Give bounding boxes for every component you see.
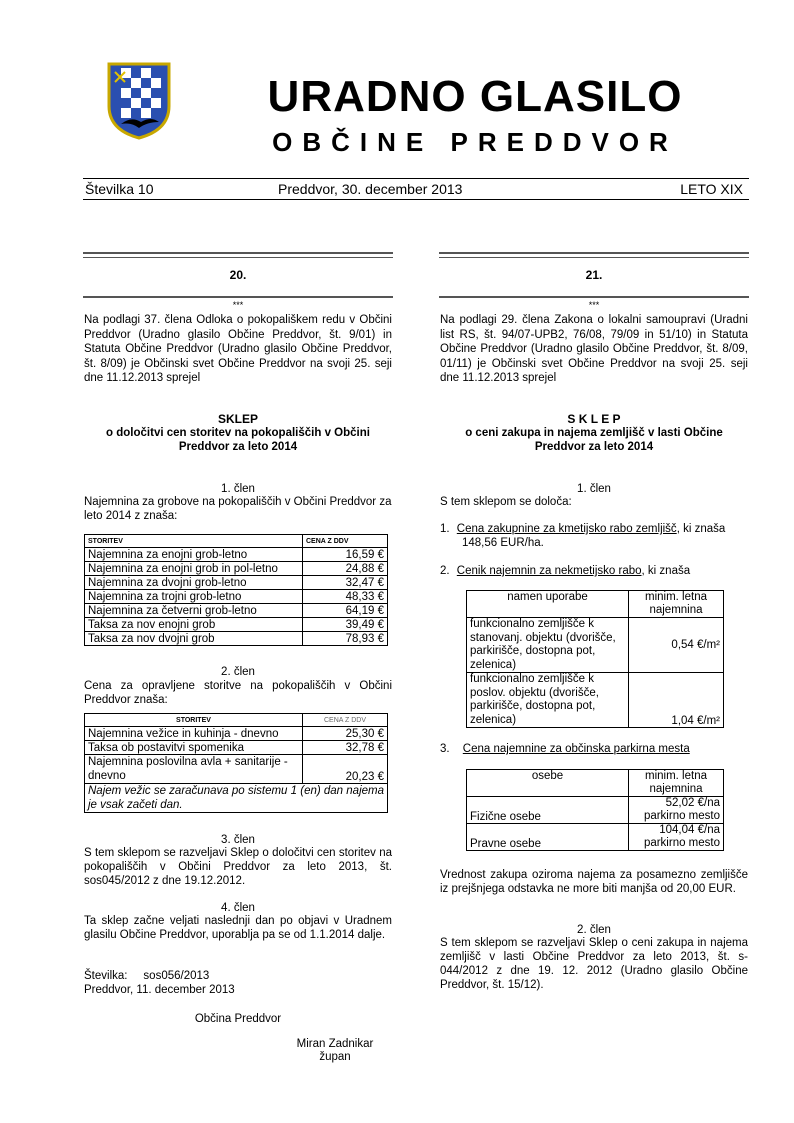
right-article-2: 2. člen — [577, 924, 611, 936]
issue-number: Številka 10 — [85, 181, 154, 197]
publication-subtitle: OBČINE PREDDVOR — [272, 127, 678, 157]
right-top-rule — [439, 252, 749, 258]
left-article-1: 1. člen — [221, 483, 255, 495]
table-row: funkcionalno zemljišče k poslov. objektu (dvorišče, parkirišče, dostopna pot, zelenica) 1,04 €/m² — [467, 673, 724, 728]
left-top-rule — [83, 252, 393, 258]
left-article-3: 3. člen — [221, 834, 255, 846]
non-agricultural-rental-table — [466, 590, 724, 728]
list-item-1-value: 148,56 EUR/ha. — [462, 537, 544, 549]
left-stars: *** — [232, 300, 244, 310]
list-item-2: 2. Cenik najemnin za nekmetijsko rabo, ki znaša — [440, 565, 691, 577]
right-heading: S K L E P — [567, 412, 621, 426]
left-preamble: Na podlagi 37. člena Odloka o pokopališkem redu v Občini Preddvor (Uradno glasilo Občine Preddvor, št. 9/01) in Statuta Občine Preddvor (Uradno glasilo Občine Preddvor, št. 8/09) je Občinski svet Občine Preddvor na svoji 25. seji dne 11.12.2013 sprejel — [84, 314, 392, 384]
left-article-1-text: Najemnina za grobove na pokopališčih v Občini Preddvor za leto 2014 z znaša: — [84, 496, 392, 522]
parking-rental-table — [466, 769, 724, 851]
table-header-row — [467, 770, 724, 797]
left-article-2: 2. člen — [221, 666, 255, 678]
issue-info-bar — [83, 181, 749, 199]
right-section-rule — [439, 296, 749, 298]
header-bottom-rule — [83, 199, 749, 200]
left-section-rule — [83, 296, 393, 298]
table-row: Pravne osebe 104,04 €/na parkirno mesto — [467, 824, 724, 851]
left-heading-subtitle: o določitvi cen storitev na pokopališčih v Občini Preddvor za leto 2014 — [106, 427, 370, 453]
table-note-row: Najem vežic se zaračunava po sistemu 1 (en) dan najema je vsak začeti dan. — [85, 784, 388, 813]
right-doc-number: 21. — [585, 268, 603, 282]
right-heading-subtitle: o ceni zakupa in najema zemljišč v lasti Občine Preddvor za leto 2014 — [465, 427, 723, 453]
signer-name: Miran Zadnikar — [296, 1038, 374, 1050]
left-heading: SKLEP — [217, 412, 258, 426]
funeral-services-table — [84, 713, 388, 813]
issue-date: Preddvor, 30. december 2013 — [278, 181, 463, 197]
right-preamble: Na podlagi 29. člena Zakona o lokalni samoupravi (Uradni list RS, št. 94/07-UPB2, 76/08, 79/09 in 51/10) in Statuta Občine Preddvor (Uradno glasilo Občine Preddvor, št. 8/09, 01/11) je Občinski svet Občine Preddvor na svoji 25. seji dne 11.12.2013 sprejel — [440, 314, 748, 384]
table-header: minim. letna najemnina — [629, 770, 724, 797]
publication-title: URADNO GLASILO — [267, 72, 683, 121]
right-article-1-text: S tem sklepom se določa: — [440, 496, 572, 508]
table-header: CENA Z DDV — [303, 714, 388, 727]
table-row: Najemnina za četverni grob-letno 64,19 € — [85, 604, 388, 618]
right-article-2-text: S tem sklepom se razveljavi Sklep o ceni zakupa in najema zemljišč v lasti Občine Preddvor za leto 2013, št. s-044/2012 z dne 19. 12. 2012 (Uradno glasilo Občine Preddvor, št. 15/12). — [440, 937, 748, 991]
table-row: Taksa za nov dvojni grob 78,93 € — [85, 632, 388, 646]
list-item-3: 3. Cena najemnine za občinska parkirna mesta — [440, 743, 690, 755]
left-article-4: 4. člen — [221, 902, 255, 914]
right-article-1: 1. člen — [577, 483, 611, 495]
table-row: Najemnina za enojni grob in pol-letno 24,88 € — [85, 562, 388, 576]
left-article-2-text: Cena za opravljene storitve na pokopališčih v Občini Preddvor znaša: — [84, 680, 392, 706]
left-doc-number: 20. — [229, 268, 247, 282]
table-row: Taksa ob postavitvi spomenika 32,78 € — [85, 741, 388, 755]
table-row: Fizične osebe 52,02 €/na parkirno mesto — [467, 797, 724, 824]
list-item-1: 1. Cena zakupnine za kmetijsko rabo zemljišč, ki znaša — [440, 523, 726, 535]
grave-rental-table — [84, 534, 388, 646]
table-header: namen uporabe — [467, 591, 629, 618]
issuing-authority: Občina Preddvor — [194, 1013, 282, 1025]
minimum-value-clause: Vrednost zakupa oziroma najema za posamezno zemljišče iz prejšnjega odstavka ne more biti manjša od 20,00 EUR. — [440, 869, 748, 895]
issue-year: LETO XIX — [680, 181, 743, 197]
table-header: STORITEV — [85, 535, 303, 548]
left-article-4-text: Ta sklep začne veljati naslednji dan po objavi v Uradnem glasilu Občine Preddvor, uporablja pa se od 1.1.2014 dalje. — [84, 915, 392, 941]
table-header-row — [467, 591, 724, 618]
issue-place-date: Preddvor, 11. december 2013 — [84, 984, 235, 996]
table-header: minim. letna najemnina — [629, 591, 724, 618]
reference-number: Številka: sos056/2013 — [84, 970, 210, 982]
table-row: funkcionalno zemljišče k stanovanj. objektu (dvorišče, parkirišče, dostopna pot, zelenica) 0,54 €/m² — [467, 618, 724, 673]
table-row: Najemnina poslovilna avla + sanitarije - dnevno 20,23 € — [85, 755, 388, 784]
table-header: STORITEV — [85, 714, 303, 727]
table-row: Najemnina vežice in kuhinja - dnevno 25,30 € — [85, 727, 388, 741]
table-row: Taksa za nov enojni grob 39,49 € — [85, 618, 388, 632]
table-header: CENA Z DDV — [303, 535, 388, 548]
signer-role: župan — [319, 1051, 351, 1063]
table-header: osebe — [467, 770, 629, 797]
table-row: Najemnina za dvojni grob-letno 32,47 € — [85, 576, 388, 590]
table-row: Najemnina za enojni grob-letno 16,59 € — [85, 548, 388, 562]
right-stars: *** — [588, 300, 600, 310]
left-article-3-text: S tem sklepom se razveljavi Sklep o določitvi cen storitev na pokopališčih v Občini Preddvor za leto 2013, št. sos045/2012 z dne 19.12.2012. — [84, 847, 392, 887]
header-top-rule — [83, 178, 749, 179]
table-row: Najemnina za trojni grob-letno 48,33 € — [85, 590, 388, 604]
